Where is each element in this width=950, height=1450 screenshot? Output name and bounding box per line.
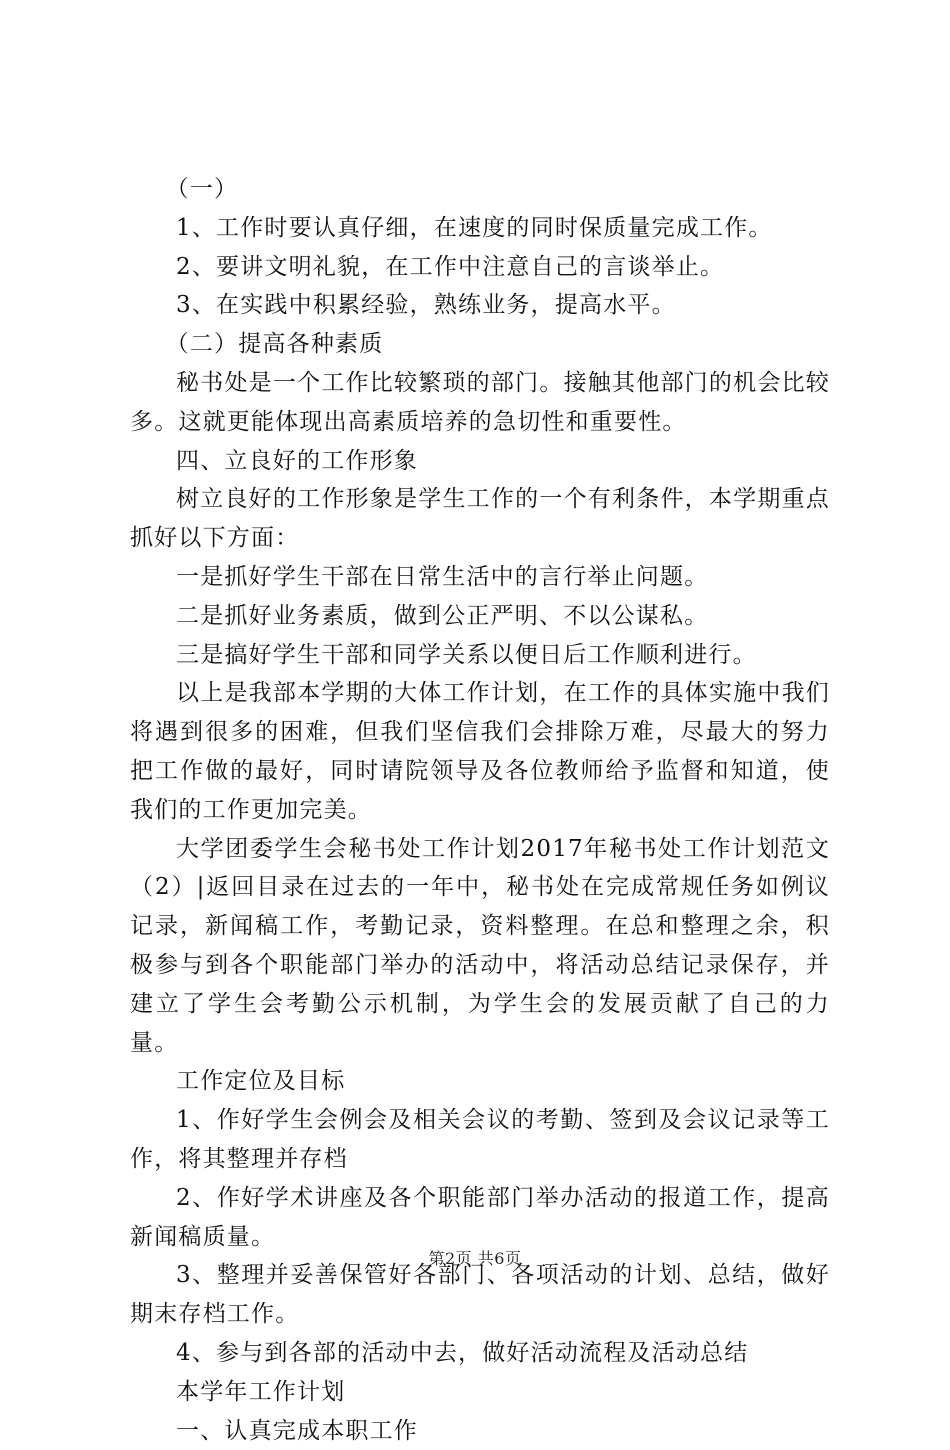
paragraph: （一） [130, 170, 830, 209]
paragraph: 二是抓好业务素质，做到公正严明、不以公谋私。 [130, 597, 830, 636]
paragraph: 一、认真完成本职工作 [130, 1412, 830, 1450]
paragraph: 树立良好的工作形象是学生工作的一个有利条件，本学期重点抓好以下方面： [130, 480, 830, 558]
paragraph: 4、参与到各部的活动中去，做好活动流程及活动总结 [130, 1334, 830, 1373]
page-footer: 第2页 共6页 [0, 1246, 950, 1269]
paragraph: 秘书处是一个工作比较繁琐的部门。接触其他部门的机会比较多。这就更能体现出高素质培养的急切性和重要性。 [130, 364, 830, 442]
paragraph: 一是抓好学生干部在日常生活中的言行举止问题。 [130, 558, 830, 597]
paragraph: 本学年工作计划 [130, 1373, 830, 1412]
paragraph: 三是搞好学生干部和同学关系以便日后工作顺利进行。 [130, 636, 830, 675]
paragraph: 大学团委学生会秘书处工作计划2017年秘书处工作计划范文（2）|返回目录在过去的一年中，秘书处在完成常规任务如例议记录，新闻稿工作，考勤记录，资料整理。在总和整理之余，积极参与到各个职能部门举办的活动中，将活动总结记录保存，并建立了学生会考勤公示机制，为学生会的发展贡献了自己的力量。 [130, 830, 830, 1063]
paragraph: 四、立良好的工作形象 [130, 442, 830, 481]
paragraph: 1、工作时要认真仔细，在速度的同时保质量完成工作。 [130, 209, 830, 248]
paragraph: （二）提高各种素质 [130, 325, 830, 364]
paragraph: 以上是我部本学期的大体工作计划，在工作的具体实施中我们将遇到很多的困难，但我们坚信我们会排除万难，尽最大的努力把工作做的最好，同时请院领导及各位教师给予监督和知道，使我们的工作更加完美。 [130, 674, 830, 829]
paragraph: 3、在实践中积累经验，熟练业务，提高水平。 [130, 286, 830, 325]
paragraph: 1、作好学生会例会及相关会议的考勤、签到及会议记录等工作，将其整理并存档 [130, 1101, 830, 1179]
paragraph: 2、作好学术讲座及各个职能部门举办活动的报道工作，提高新闻稿质量。 [130, 1179, 830, 1257]
paragraph: 3、整理并妥善保管好各部门、各项活动的计划、总结，做好期末存档工作。 [130, 1256, 830, 1334]
paragraph: 工作定位及目标 [130, 1062, 830, 1101]
paragraph: 2、要讲文明礼貌，在工作中注意自己的言谈举止。 [130, 248, 830, 287]
